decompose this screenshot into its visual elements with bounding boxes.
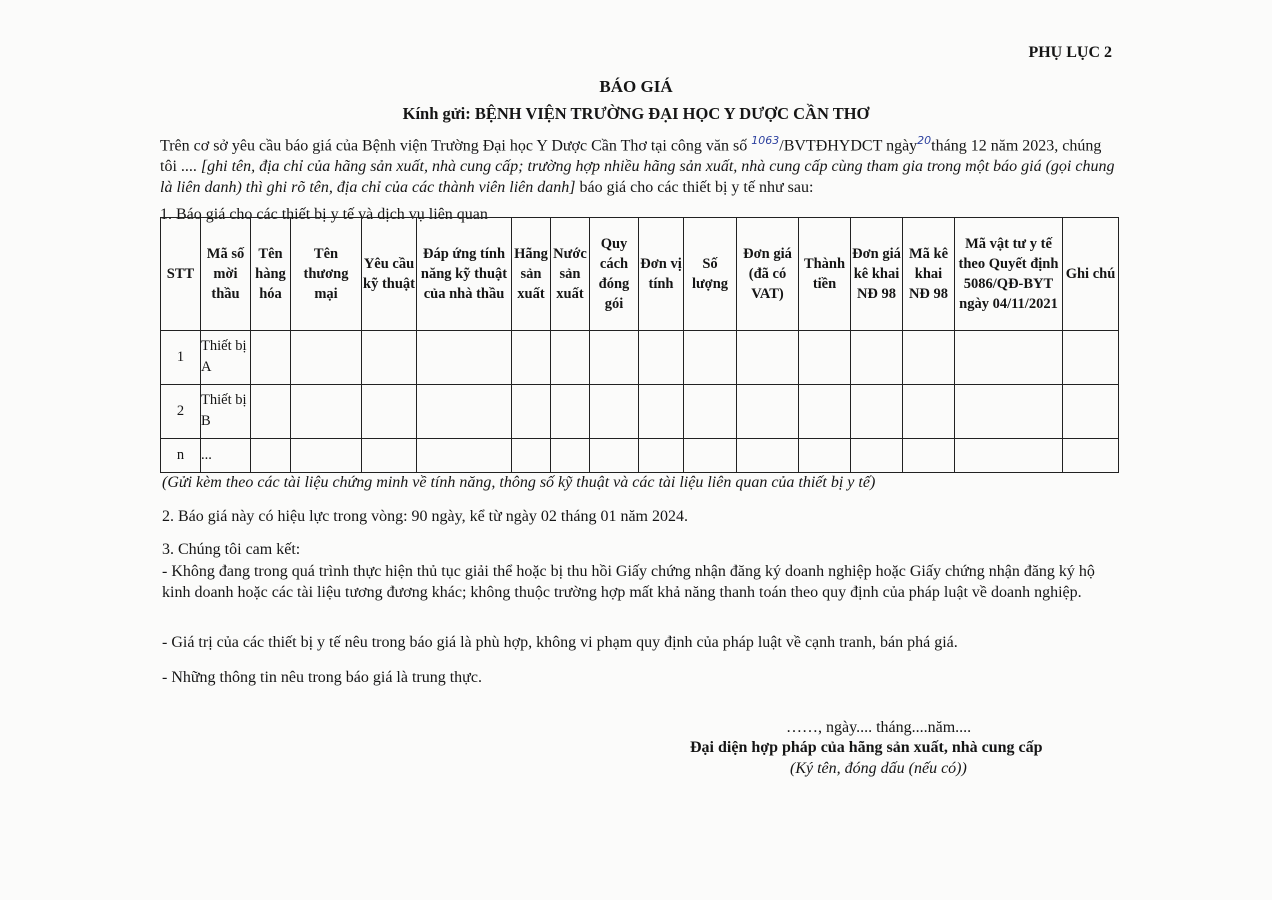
cell-empty <box>903 384 955 438</box>
intro-text-3: tháng 12 năm 2023, chúng tôi .... <box>160 137 1102 176</box>
table-row <box>161 438 1119 472</box>
cell-empty <box>291 331 362 385</box>
cell-empty <box>955 331 1063 385</box>
quotation-table <box>160 217 1119 473</box>
cell-empty <box>1063 438 1119 472</box>
cell-empty <box>590 438 639 472</box>
cell-stt: 1 <box>161 331 201 385</box>
cell-empty <box>799 438 851 472</box>
cell-empty <box>955 438 1063 472</box>
intro-paragraph <box>160 130 1120 198</box>
cell-empty <box>799 331 851 385</box>
cell-empty <box>737 438 799 472</box>
header-stt: STT <box>161 218 201 331</box>
cell-empty <box>903 331 955 385</box>
cell-empty <box>590 384 639 438</box>
cell-empty <box>362 384 417 438</box>
cell-empty <box>551 331 590 385</box>
recipient-line: Kính gửi: BỆNH VIỆN TRƯỜNG ĐẠI HỌC Y DƯỢC CẦN THƠ <box>402 104 870 123</box>
header-declared-code: Mã kê khai NĐ 98 <box>903 218 955 331</box>
cell-item-name: Thiết bị A <box>201 331 251 385</box>
cell-empty <box>639 438 684 472</box>
header-tech-compliance: Đáp ứng tính năng kỹ thuật của nhà thầu <box>417 218 512 331</box>
signature-title: Đại diện hợp pháp của hãng sản xuất, nhà cung cấp <box>690 739 1043 756</box>
cell-empty <box>362 331 417 385</box>
cell-empty <box>737 331 799 385</box>
header-packaging: Quy cách đóng gói <box>590 218 639 331</box>
cell-empty <box>684 384 737 438</box>
attachment-note: (Gửi kèm theo các tài liệu chứng minh về tính năng, thông số kỹ thuật và các tài liệu liên quan của thiết bị y tế) <box>162 474 876 491</box>
header-goods-name: Tên hàng hóa <box>251 218 291 331</box>
cell-stt: n <box>161 438 201 472</box>
cell-empty <box>903 438 955 472</box>
cell-empty <box>417 384 512 438</box>
intro-text-1: Trên cơ sở yêu cầu báo giá của Bệnh viện Trường Đại học Y Dược Cần Thơ tại công văn số <box>160 137 752 155</box>
header-country: Nước sản xuất <box>551 218 590 331</box>
header-declared-price: Đơn giá kê khai NĐ 98 <box>851 218 903 331</box>
header-quantity: Số lượng <box>684 218 737 331</box>
cell-empty <box>362 438 417 472</box>
document-title: BÁO GIÁ <box>599 77 673 96</box>
cell-empty <box>512 438 551 472</box>
cell-empty <box>251 331 291 385</box>
commitment-item: - Không đang trong quá trình thực hiện thủ tục giải thể hoặc bị thu hồi Giấy chứng nhận đăng ký doanh nghiệp hoặc Giấy chứng nhận đăng ký hộ kinh doanh hoặc các tài liệu tương đương khác; không thuộc trường hợp mất khả năng thanh toán theo quy định của pháp luật về doanh nghiệp. <box>162 563 1095 601</box>
cell-empty <box>737 384 799 438</box>
handwritten-doc-number: 1063 <box>751 134 780 147</box>
header-bid-code: Mã số mời thầu <box>201 218 251 331</box>
table-row <box>161 331 1119 385</box>
intro-text-4: báo giá cho các thiết bị y tế như sau: <box>575 179 814 197</box>
table-row <box>161 384 1119 438</box>
cell-empty <box>551 384 590 438</box>
intro-text-2: /BVTĐHYDCT ngày <box>779 137 918 155</box>
cell-empty <box>851 438 903 472</box>
header-tech-requirement: Yêu cầu kỹ thuật <box>362 218 417 331</box>
cell-stt: 2 <box>161 384 201 438</box>
commitment-item: - Giá trị của các thiết bị y tế nêu trong báo giá là phù hợp, không vi phạm quy định của pháp luật về cạnh tranh, bán phá giá. <box>162 634 958 651</box>
handwritten-day: 20 <box>917 134 932 147</box>
appendix-label: PHỤ LỤC 2 <box>1028 44 1112 61</box>
signature-note: (Ký tên, đóng dấu (nếu có)) <box>790 760 967 777</box>
cell-empty <box>639 331 684 385</box>
cell-empty <box>851 384 903 438</box>
table-header-row <box>161 218 1119 331</box>
cell-empty <box>955 384 1063 438</box>
cell-empty <box>251 384 291 438</box>
header-medical-supply-code: Mã vật tư y tế theo Quyết định 5086/QĐ-BYT ngày 04/11/2021 <box>955 218 1063 331</box>
header-manufacturer: Hãng sản xuất <box>512 218 551 331</box>
cell-empty <box>512 331 551 385</box>
header-notes: Ghi chú <box>1063 218 1119 331</box>
header-amount: Thành tiền <box>799 218 851 331</box>
cell-empty <box>799 384 851 438</box>
cell-empty <box>851 331 903 385</box>
commitment-item: - Những thông tin nêu trong báo giá là trung thực. <box>162 669 482 686</box>
section-1-heading: 1. Báo giá cho các thiết bị y tế và dịch vụ liên quan <box>160 206 488 223</box>
cell-empty <box>1063 384 1119 438</box>
header-unit: Đơn vị tính <box>639 218 684 331</box>
signature-date-line: ……, ngày.... tháng....năm.... <box>786 719 972 736</box>
cell-empty <box>590 331 639 385</box>
cell-empty <box>291 384 362 438</box>
cell-empty <box>1063 331 1119 385</box>
cell-item-name: Thiết bị B <box>201 384 251 438</box>
cell-empty <box>684 438 737 472</box>
cell-empty <box>512 384 551 438</box>
section-3-heading: 3. Chúng tôi cam kết: <box>162 541 301 558</box>
cell-empty <box>291 438 362 472</box>
cell-empty <box>417 331 512 385</box>
cell-empty <box>417 438 512 472</box>
cell-empty <box>684 331 737 385</box>
cell-empty <box>551 438 590 472</box>
intro-italic-instruction: [ghi tên, địa chỉ của hãng sản xuất, nhà cung cấp; trường hợp nhiều hãng sản xuất, nhà cung cấp cùng tham gia trong một báo giá (gọi chung là liên danh) thì ghi rõ tên, địa chỉ của các thành viên liên danh] <box>160 158 1115 197</box>
cell-item-name: ... <box>201 438 251 472</box>
cell-empty <box>639 384 684 438</box>
header-unit-price: Đơn giá (đã có VAT) <box>737 218 799 331</box>
section-2-validity: 2. Báo giá này có hiệu lực trong vòng: 90 ngày, kể từ ngày 02 tháng 01 năm 2024. <box>162 508 688 525</box>
header-trade-name: Tên thương mại <box>291 218 362 331</box>
cell-empty <box>251 438 291 472</box>
